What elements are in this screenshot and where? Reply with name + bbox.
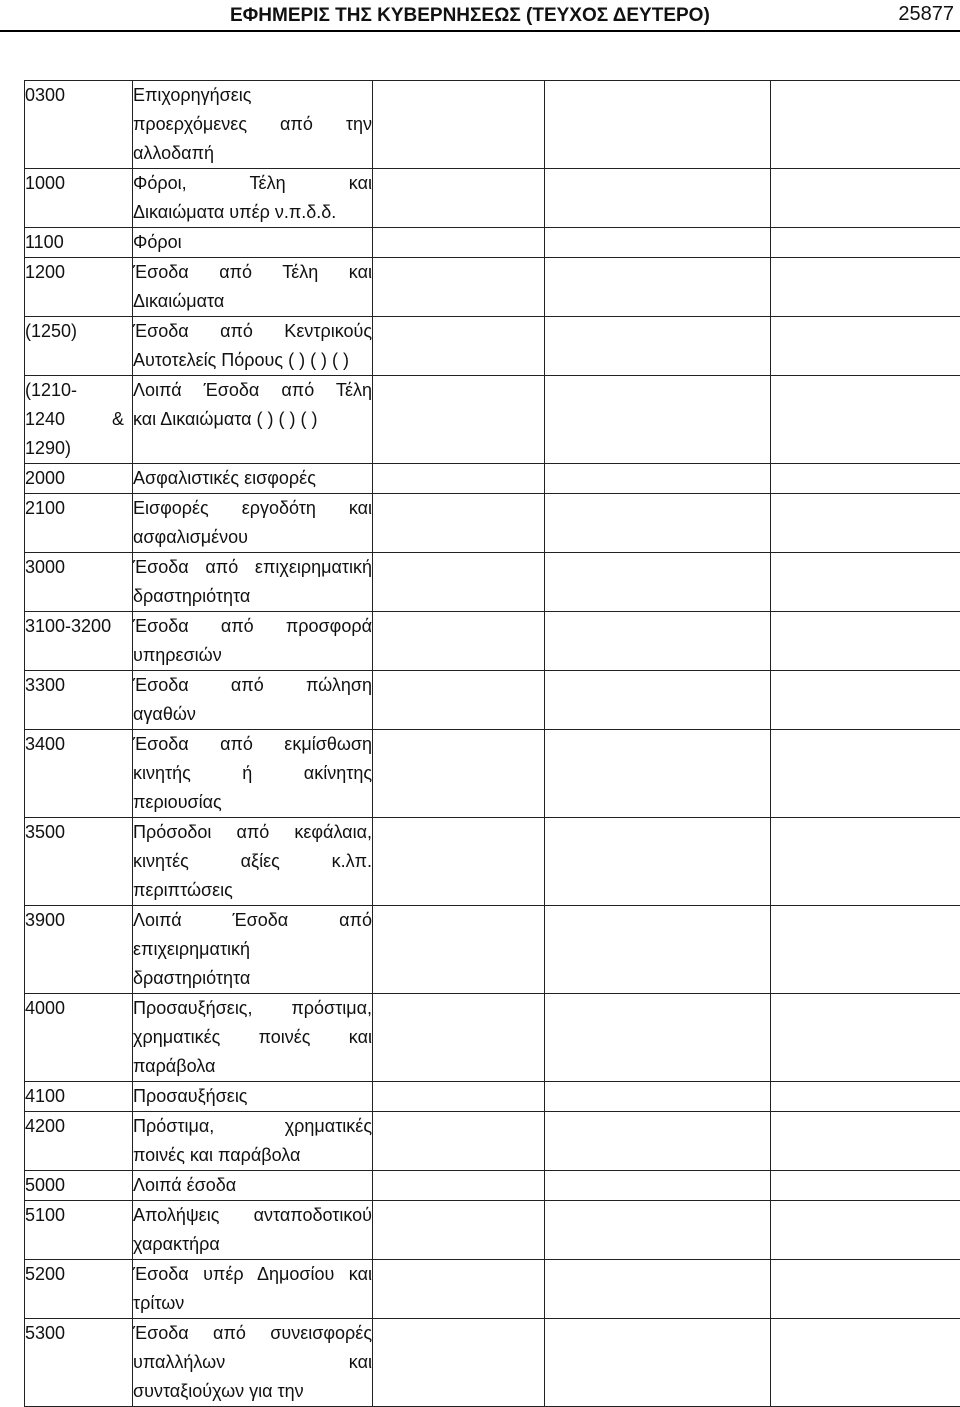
account-code: 2100 bbox=[25, 494, 132, 523]
account-description-line: Έσοδα από συνεισφορές bbox=[133, 1319, 372, 1348]
account-description-line: περιουσίας bbox=[133, 788, 372, 817]
account-code-cell bbox=[25, 1319, 133, 1407]
account-description-line: Λοιπά Έσοδα από Τέλη bbox=[133, 376, 372, 405]
amount-cell bbox=[545, 1171, 771, 1201]
amount-cell bbox=[771, 1319, 960, 1407]
account-description-line: Έσοδα υπέρ Δημοσίου και bbox=[133, 1260, 372, 1289]
account-code: 1200 bbox=[25, 258, 132, 287]
account-description-line: Δικαιώματα υπέρ ν.π.δ.δ. bbox=[133, 198, 372, 227]
amount-cell bbox=[771, 81, 960, 169]
amount-cell bbox=[545, 1082, 771, 1112]
account-description-line: Εισφορές εργοδότη και bbox=[133, 494, 372, 523]
amount-cell bbox=[771, 258, 960, 317]
amount-cell bbox=[545, 906, 771, 994]
account-description-line: Ασφαλιστικές εισφορές bbox=[133, 464, 372, 493]
amount-cell bbox=[771, 1112, 960, 1171]
amount-cell bbox=[771, 1082, 960, 1112]
account-description-line: Έσοδα από Τέλη και bbox=[133, 258, 372, 287]
table-row bbox=[25, 671, 960, 730]
account-description-line: δραστηριότητα bbox=[133, 582, 372, 611]
account-description-cell bbox=[133, 317, 373, 376]
account-code: 5200 bbox=[25, 1260, 132, 1289]
account-description-cell bbox=[133, 228, 373, 258]
table-row bbox=[25, 228, 960, 258]
account-code: 3400 bbox=[25, 730, 132, 759]
account-description-cell bbox=[133, 671, 373, 730]
amount-cell bbox=[373, 906, 545, 994]
account-code: 1290) bbox=[25, 434, 132, 463]
account-description-line: Δικαιώματα bbox=[133, 287, 372, 316]
amount-cell bbox=[545, 169, 771, 228]
account-description-line: αλλοδαπή bbox=[133, 139, 372, 168]
account-description-line: συνταξιούχων για την bbox=[133, 1377, 372, 1406]
account-code-cell bbox=[25, 376, 133, 464]
amount-cell bbox=[373, 994, 545, 1082]
account-description-line: Έσοδα από προσφορά bbox=[133, 612, 372, 641]
amount-cell bbox=[373, 317, 545, 376]
amount-cell bbox=[771, 818, 960, 906]
account-description-line: Λοιπά Έσοδα από bbox=[133, 906, 372, 935]
account-code: 1100 bbox=[25, 228, 132, 257]
amount-cell bbox=[771, 464, 960, 494]
account-description-line: δραστηριότητα bbox=[133, 964, 372, 993]
account-description-line: επιχειρηματική bbox=[133, 935, 372, 964]
table-row bbox=[25, 1260, 960, 1319]
account-description-line: χρηματικές ποινές και bbox=[133, 1023, 372, 1052]
account-description-cell bbox=[133, 258, 373, 317]
table-row bbox=[25, 994, 960, 1082]
amount-cell bbox=[545, 258, 771, 317]
account-description-line: αγαθών bbox=[133, 700, 372, 729]
amount-cell bbox=[373, 494, 545, 553]
account-code-cell bbox=[25, 730, 133, 818]
gazette-title: ΕΦΗΜΕΡΙΣ ΤΗΣ ΚΥΒΕΡΝΗΣΕΩΣ (ΤΕΥΧΟΣ ΔΕΥΤΕΡΟ) bbox=[230, 5, 710, 27]
amount-cell bbox=[373, 464, 545, 494]
amount-cell bbox=[373, 376, 545, 464]
account-description-line: χαρακτήρα bbox=[133, 1230, 372, 1259]
account-code-cell bbox=[25, 81, 133, 169]
revenue-table-body bbox=[25, 81, 960, 1407]
amount-cell bbox=[373, 228, 545, 258]
account-code: 4100 bbox=[25, 1082, 132, 1111]
account-code-cell bbox=[25, 553, 133, 612]
account-code: 5000 bbox=[25, 1171, 132, 1200]
account-description-line: Απολήψεις ανταποδοτικού bbox=[133, 1201, 372, 1230]
account-description-cell bbox=[133, 1171, 373, 1201]
account-code: 5300 bbox=[25, 1319, 132, 1348]
account-code-cell bbox=[25, 1082, 133, 1112]
table-row bbox=[25, 81, 960, 169]
account-description-line: ασφαλισμένου bbox=[133, 523, 372, 552]
account-code: 1240 & bbox=[25, 405, 132, 434]
account-description-line: υπαλλήλων και bbox=[133, 1348, 372, 1377]
account-description-cell bbox=[133, 1112, 373, 1171]
table-row bbox=[25, 612, 960, 671]
table-row bbox=[25, 169, 960, 228]
table-row bbox=[25, 1082, 960, 1112]
account-description-line: Προσαυξήσεις, πρόστιμα, bbox=[133, 994, 372, 1023]
amount-cell bbox=[771, 671, 960, 730]
account-description-line: Πρόσοδοι από κεφάλαια, bbox=[133, 818, 372, 847]
amount-cell bbox=[771, 994, 960, 1082]
amount-cell bbox=[545, 464, 771, 494]
amount-cell bbox=[771, 317, 960, 376]
account-description-cell bbox=[133, 169, 373, 228]
account-description-line: υπηρεσιών bbox=[133, 641, 372, 670]
account-description-line: Φόροι bbox=[133, 228, 372, 257]
account-description-line: κινητές αξίες κ.λπ. bbox=[133, 847, 372, 876]
account-code: 3900 bbox=[25, 906, 132, 935]
table-row bbox=[25, 317, 960, 376]
amount-cell bbox=[545, 317, 771, 376]
amount-cell bbox=[373, 81, 545, 169]
amount-cell bbox=[771, 1171, 960, 1201]
account-code: 5100 bbox=[25, 1201, 132, 1230]
account-code: 3000 bbox=[25, 553, 132, 582]
amount-cell bbox=[545, 228, 771, 258]
account-description-line: περιπτώσεις bbox=[133, 876, 372, 905]
amount-cell bbox=[545, 1112, 771, 1171]
table-row bbox=[25, 818, 960, 906]
account-description-line: Αυτοτελείς Πόρους ( ) ( ) ( ) bbox=[133, 346, 372, 375]
amount-cell bbox=[545, 553, 771, 612]
table-row bbox=[25, 1171, 960, 1201]
account-description-line: τρίτων bbox=[133, 1289, 372, 1318]
amount-cell bbox=[373, 258, 545, 317]
account-description-line: Έσοδα από επιχειρηματική bbox=[133, 553, 372, 582]
amount-cell bbox=[771, 1260, 960, 1319]
account-code-cell bbox=[25, 1112, 133, 1171]
table-row bbox=[25, 1112, 960, 1171]
account-description-cell bbox=[133, 1082, 373, 1112]
account-description-line: Έσοδα από Κεντρικούς bbox=[133, 317, 372, 346]
amount-cell bbox=[545, 494, 771, 553]
amount-cell bbox=[771, 553, 960, 612]
account-code-cell bbox=[25, 612, 133, 671]
account-description-cell bbox=[133, 1201, 373, 1260]
account-code-cell bbox=[25, 818, 133, 906]
account-code: 4200 bbox=[25, 1112, 132, 1141]
account-code-cell bbox=[25, 258, 133, 317]
account-code: 3100-3200 bbox=[25, 612, 132, 641]
amount-cell bbox=[771, 494, 960, 553]
account-description-line: Πρόστιμα, χρηματικές bbox=[133, 1112, 372, 1141]
amount-cell bbox=[545, 818, 771, 906]
amount-cell bbox=[771, 169, 960, 228]
amount-cell bbox=[373, 1201, 545, 1260]
revenue-table bbox=[24, 80, 960, 1407]
amount-cell bbox=[373, 818, 545, 906]
account-description-cell bbox=[133, 1319, 373, 1407]
page-number: 25877 bbox=[898, 3, 954, 26]
amount-cell bbox=[771, 906, 960, 994]
amount-cell bbox=[373, 169, 545, 228]
amount-cell bbox=[545, 994, 771, 1082]
account-description-cell bbox=[133, 494, 373, 553]
account-description-line: και Δικαιώματα ( ) ( ) ( ) bbox=[133, 405, 372, 434]
amount-cell bbox=[771, 612, 960, 671]
amount-cell bbox=[373, 671, 545, 730]
account-description-cell bbox=[133, 1260, 373, 1319]
amount-cell bbox=[373, 1319, 545, 1407]
account-description-cell bbox=[133, 464, 373, 494]
account-code: 0300 bbox=[25, 81, 132, 110]
page-header bbox=[0, 0, 960, 32]
account-code-cell bbox=[25, 671, 133, 730]
account-code-cell bbox=[25, 169, 133, 228]
account-code-cell bbox=[25, 906, 133, 994]
amount-cell bbox=[373, 1112, 545, 1171]
account-code: 4000 bbox=[25, 994, 132, 1023]
amount-cell bbox=[545, 376, 771, 464]
amount-cell bbox=[373, 612, 545, 671]
account-description-line: ποινές και παράβολα bbox=[133, 1141, 372, 1170]
account-description-line: Φόροι, Τέλη και bbox=[133, 169, 372, 198]
account-description-line: Προσαυξήσεις bbox=[133, 1082, 372, 1111]
amount-cell bbox=[373, 730, 545, 818]
account-description-line: προερχόμενες από την bbox=[133, 110, 372, 139]
account-description-cell bbox=[133, 730, 373, 818]
account-code: 1000 bbox=[25, 169, 132, 198]
account-description-cell bbox=[133, 818, 373, 906]
account-description-cell bbox=[133, 612, 373, 671]
account-description-line: παράβολα bbox=[133, 1052, 372, 1081]
amount-cell bbox=[373, 1082, 545, 1112]
amount-cell bbox=[771, 228, 960, 258]
account-description-line: Λοιπά έσοδα bbox=[133, 1171, 372, 1200]
amount-cell bbox=[771, 730, 960, 818]
account-description-cell bbox=[133, 81, 373, 169]
account-description-line: Έσοδα από εκμίσθωση bbox=[133, 730, 372, 759]
table-row bbox=[25, 376, 960, 464]
account-code-cell bbox=[25, 1171, 133, 1201]
table-row bbox=[25, 494, 960, 553]
table-row bbox=[25, 553, 960, 612]
account-description-cell bbox=[133, 994, 373, 1082]
account-code: (1210- bbox=[25, 376, 132, 405]
account-description-cell bbox=[133, 553, 373, 612]
amount-cell bbox=[373, 553, 545, 612]
table-row bbox=[25, 258, 960, 317]
table-row bbox=[25, 730, 960, 818]
account-description-line: κινητής ή ακίνητης bbox=[133, 759, 372, 788]
amount-cell bbox=[771, 1201, 960, 1260]
amount-cell bbox=[545, 612, 771, 671]
account-code-cell bbox=[25, 464, 133, 494]
table-row bbox=[25, 1201, 960, 1260]
amount-cell bbox=[771, 376, 960, 464]
account-description-line: Έσοδα από πώληση bbox=[133, 671, 372, 700]
account-code: (1250) bbox=[25, 317, 132, 346]
account-description-line: Επιχορηγήσεις bbox=[133, 81, 372, 110]
account-code: 2000 bbox=[25, 464, 132, 493]
amount-cell bbox=[545, 730, 771, 818]
amount-cell bbox=[373, 1171, 545, 1201]
account-description-cell bbox=[133, 376, 373, 464]
account-description-cell bbox=[133, 906, 373, 994]
amount-cell bbox=[373, 1260, 545, 1319]
table-row bbox=[25, 464, 960, 494]
account-code-cell bbox=[25, 494, 133, 553]
account-code: 3300 bbox=[25, 671, 132, 700]
amount-cell bbox=[545, 81, 771, 169]
account-code-cell bbox=[25, 1201, 133, 1260]
account-code-cell bbox=[25, 994, 133, 1082]
amount-cell bbox=[545, 671, 771, 730]
account-code-cell bbox=[25, 228, 133, 258]
table-row bbox=[25, 906, 960, 994]
amount-cell bbox=[545, 1201, 771, 1260]
account-code-cell bbox=[25, 1260, 133, 1319]
account-code: 3500 bbox=[25, 818, 132, 847]
amount-cell bbox=[545, 1260, 771, 1319]
account-code-cell bbox=[25, 317, 133, 376]
amount-cell bbox=[545, 1319, 771, 1407]
table-row bbox=[25, 1319, 960, 1407]
